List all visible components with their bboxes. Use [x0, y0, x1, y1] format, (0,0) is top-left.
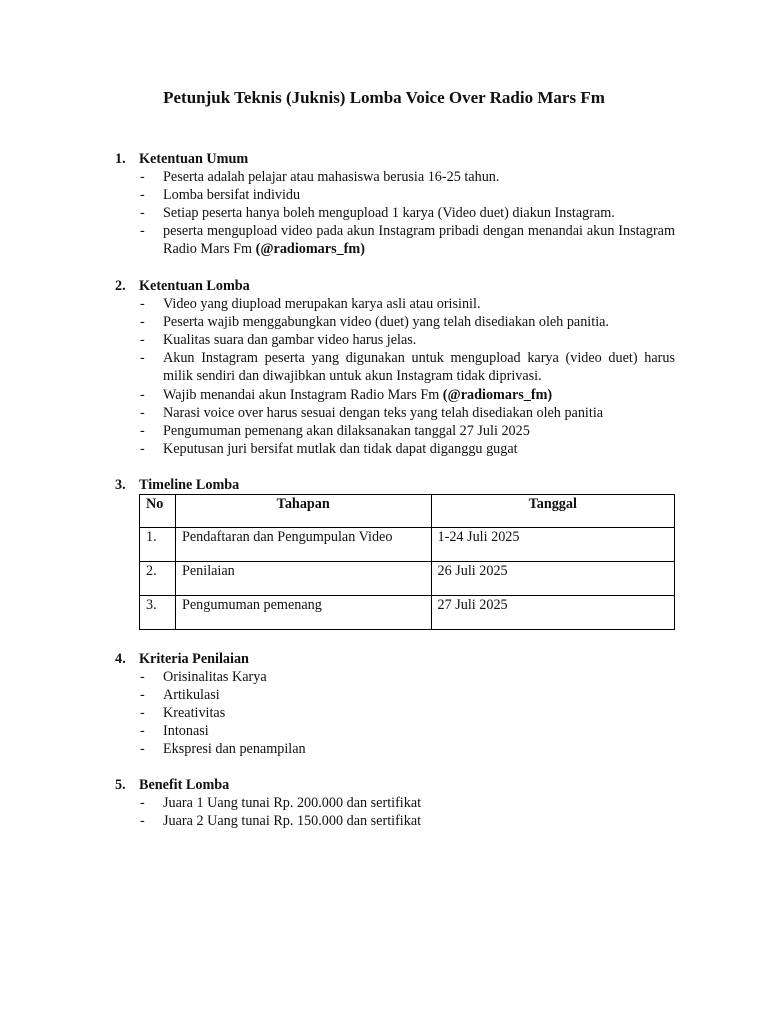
table-cell: 1-24 Juli 2025 — [431, 528, 675, 562]
table-cell: 2. — [140, 562, 176, 596]
item-text: Peserta wajib menggabungkan video (duet) yang telah disediakan oleh panitia. — [163, 314, 609, 331]
dash-marker: - — [140, 687, 145, 704]
list-item — [115, 186, 675, 204]
dash-marker: - — [140, 705, 145, 722]
section-benefit-lomba — [115, 776, 675, 830]
section-heading — [115, 277, 675, 295]
item-text: Intonasi — [163, 723, 209, 740]
section-title: Kriteria Penilaian — [139, 651, 249, 667]
item-text: Pengumuman pemenang akan dilaksanakan tanggal 27 Juli 2025 — [163, 422, 530, 439]
item-text: Wajib menandai akun Instagram Radio Mars Fm — [163, 386, 440, 403]
item-text: Ekspresi dan penampilan — [163, 741, 306, 758]
section-ketentuan-lomba — [115, 277, 675, 458]
section-heading — [115, 650, 675, 668]
list-item — [115, 422, 675, 440]
list-item — [115, 204, 675, 222]
table-cell: 3. — [140, 596, 176, 630]
list-item — [115, 794, 675, 812]
item-text: Keputusan juri bersifat mutlak dan tidak dapat diganggu gugat — [163, 440, 518, 457]
dash-marker: - — [140, 723, 145, 740]
table-cell: 26 Juli 2025 — [431, 562, 675, 596]
column-header: Tahapan — [175, 495, 431, 528]
list-item — [115, 740, 675, 758]
instagram-handle: (@radiomars_fm) — [442, 386, 553, 403]
item-text: Orisinalitas Karya — [163, 669, 267, 686]
list-item — [115, 812, 675, 830]
item-text: Peserta adalah pelajar atau mahasiswa berusia 16-25 tahun. — [163, 169, 500, 186]
section-heading — [115, 476, 675, 494]
section-number: 2. — [115, 278, 126, 294]
table-cell: Pengumuman pemenang — [175, 596, 431, 630]
list-item — [115, 168, 675, 186]
dash-marker: - — [140, 296, 145, 313]
dash-marker: - — [140, 314, 145, 331]
table-header-row — [140, 495, 675, 528]
table-cell: 1. — [140, 528, 176, 562]
list-item — [115, 404, 675, 422]
table-row — [140, 528, 675, 562]
table-cell: Penilaian — [175, 562, 431, 596]
item-text: Setiap peserta hanya boleh mengupload 1 karya (Video duet) diakun Instagram. — [163, 205, 615, 222]
section-title: Ketentuan Umum — [139, 151, 249, 167]
item-text: Lomba bersifat individu — [163, 187, 301, 204]
list-item — [115, 386, 675, 404]
dash-marker: - — [140, 386, 145, 403]
item-text: Juara 2 Uang tunai Rp. 150.000 dan sertifikat — [163, 813, 422, 830]
item-text: Kreativitas — [163, 705, 226, 722]
dash-marker: - — [140, 332, 145, 349]
list-item — [115, 668, 675, 686]
dash-marker: - — [140, 795, 145, 812]
list-item — [115, 349, 675, 385]
dash-marker: - — [140, 440, 145, 457]
table-cell: 27 Juli 2025 — [431, 596, 675, 630]
section-timeline-lomba — [115, 476, 675, 630]
item-text: Juara 1 Uang tunai Rp. 200.000 dan sertifikat — [163, 795, 422, 812]
dash-marker: - — [140, 350, 145, 367]
dash-marker: - — [140, 422, 145, 439]
section-kriteria-penilaian — [115, 650, 675, 759]
list-item — [115, 686, 675, 704]
section-number: 3. — [115, 477, 126, 493]
section-heading — [115, 150, 675, 168]
column-header: Tanggal — [431, 495, 675, 528]
table-cell: Pendaftaran dan Pengumpulan Video — [175, 528, 431, 562]
dash-marker: - — [140, 404, 145, 421]
list-item — [115, 722, 675, 740]
list-item — [115, 704, 675, 722]
item-text: peserta mengupload video pada akun Instagram pribadi dengan menandai akun Instagram Radio Mars Fm — [163, 223, 675, 258]
item-text: Artikulasi — [163, 687, 220, 704]
section-number: 1. — [115, 151, 126, 167]
dash-marker: - — [140, 741, 145, 758]
list-item — [115, 295, 675, 313]
list-item — [115, 222, 675, 258]
dash-marker: - — [140, 813, 145, 830]
dash-marker: - — [140, 205, 145, 222]
dash-marker: - — [140, 669, 145, 686]
list-item — [115, 440, 675, 458]
list-item — [115, 331, 675, 349]
timeline-table — [139, 494, 675, 630]
table-row — [140, 596, 675, 630]
section-heading — [115, 776, 675, 794]
list-item — [115, 313, 675, 331]
section-number: 5. — [115, 777, 126, 793]
section-title: Timeline Lomba — [139, 477, 240, 493]
item-text: Video yang diupload merupakan karya asli atau orisinil. — [163, 296, 481, 313]
item-text: Kualitas suara dan gambar video harus jelas. — [163, 332, 417, 349]
section-title: Ketentuan Lomba — [139, 278, 250, 294]
dash-marker: - — [140, 223, 145, 240]
section-title: Benefit Lomba — [139, 777, 230, 793]
section-ketentuan-umum — [115, 150, 675, 259]
table-row — [140, 562, 675, 596]
dash-marker: - — [140, 169, 145, 186]
column-header: No — [140, 495, 176, 528]
section-number: 4. — [115, 651, 126, 667]
document-title: Petunjuk Teknis (Juknis) Lomba Voice Over Radio Mars Fm — [163, 88, 605, 107]
dash-marker: - — [140, 187, 145, 204]
instagram-handle: (@radiomars_fm) — [255, 241, 365, 258]
item-text: Narasi voice over harus sesuai dengan teks yang telah disediakan oleh panitia — [163, 404, 604, 421]
item-text: Akun Instagram peserta yang digunakan untuk mengupload karya (video duet) harus milik sendiri dan diwajibkan untuk akun Instagram tidak diprivasi. — [163, 350, 675, 385]
